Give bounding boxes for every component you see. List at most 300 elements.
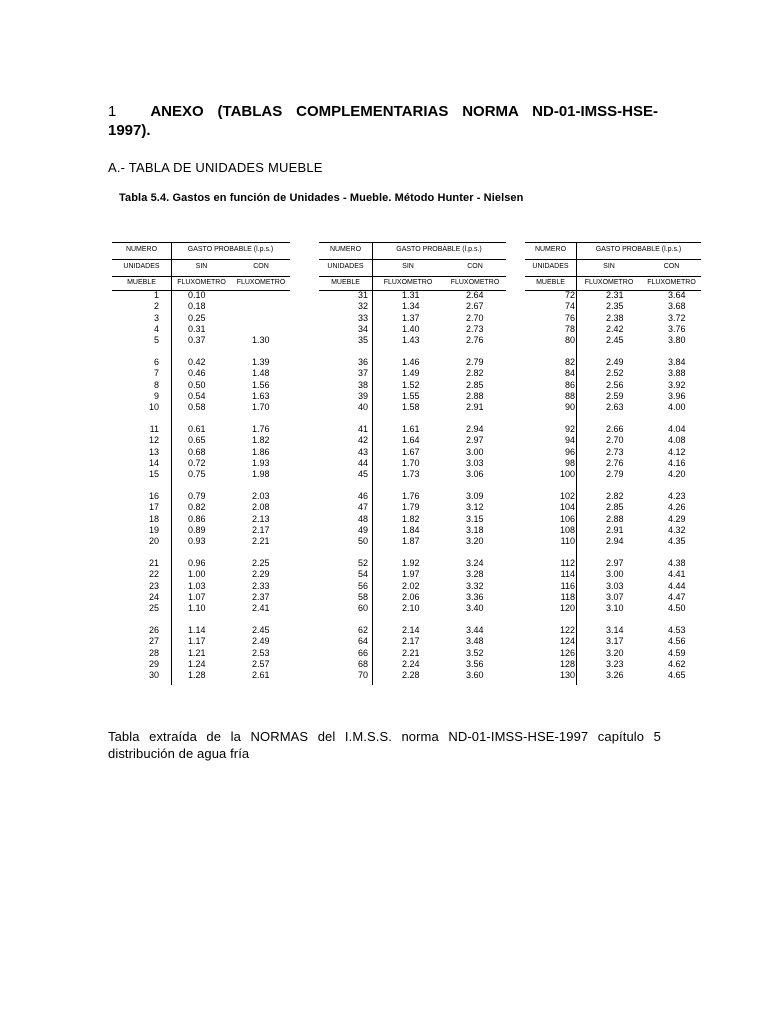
table-row — [525, 391, 701, 402]
cell-sin-fluxometro: 1.70 — [402, 457, 420, 468]
cell-unidades: 100 — [559, 469, 575, 480]
cell-sin-fluxometro: 3.07 — [606, 591, 624, 602]
cell-sin-fluxometro: 3.03 — [606, 580, 624, 591]
cell-sin-fluxometro: 0.61 — [188, 423, 206, 434]
header-label-flux: FLUXOMETRO — [584, 279, 634, 286]
cell-con-fluxometro: 1.63 — [252, 390, 270, 401]
cell-con-fluxometro: 4.50 — [668, 603, 686, 614]
table-row — [525, 290, 701, 301]
cell-sin-fluxometro: 2.02 — [402, 580, 420, 591]
table-row — [112, 636, 290, 647]
cell-sin-fluxometro: 1.82 — [402, 513, 420, 524]
cell-con-fluxometro: 2.45 — [252, 624, 270, 635]
cell-sin-fluxometro: 1.34 — [402, 301, 420, 312]
cell-sin-fluxometro: 1.55 — [402, 390, 420, 401]
cell-unidades: 9 — [153, 390, 159, 401]
header-label-sin: SIN — [603, 263, 615, 270]
cell-con-fluxometro: 1.48 — [252, 368, 270, 379]
cell-unidades: 56 — [357, 580, 368, 591]
table-row — [525, 458, 701, 469]
cell-sin-fluxometro: 2.94 — [606, 536, 624, 547]
cell-unidades: 43 — [357, 446, 368, 457]
cell-con-fluxometro: 2.25 — [252, 557, 270, 568]
cell-con-fluxometro: 1.82 — [252, 435, 270, 446]
cell-con-fluxometro: 4.62 — [668, 658, 686, 669]
table-row — [112, 447, 290, 458]
cell-sin-fluxometro: 1.14 — [188, 624, 206, 635]
cell-unidades: 39 — [357, 390, 368, 401]
cell-unidades: 18 — [148, 513, 159, 524]
cell-unidades: 72 — [564, 290, 575, 300]
cell-unidades: 92 — [564, 423, 575, 434]
cell-sin-fluxometro: 2.85 — [606, 502, 624, 513]
cell-sin-fluxometro: 1.37 — [402, 312, 420, 323]
annex-heading — [108, 102, 658, 140]
cell-unidades: 1 — [153, 290, 159, 300]
cell-sin-fluxometro: 1.73 — [402, 469, 420, 480]
cell-unidades: 84 — [564, 368, 575, 379]
cell-con-fluxometro: 1.98 — [252, 469, 270, 480]
table-row — [112, 502, 290, 513]
table-row — [112, 391, 290, 402]
cell-unidades: 80 — [564, 335, 575, 346]
cell-sin-fluxometro: 1.31 — [402, 290, 420, 300]
cell-con-fluxometro: 3.60 — [466, 670, 484, 681]
cell-sin-fluxometro: 3.23 — [606, 658, 624, 669]
cell-sin-fluxometro: 1.87 — [402, 536, 420, 547]
cell-con-fluxometro: 1.86 — [252, 446, 270, 457]
cell-unidades: 21 — [148, 557, 159, 568]
cell-unidades: 25 — [148, 603, 159, 614]
cell-unidades: 124 — [559, 636, 575, 647]
cell-unidades: 28 — [148, 647, 159, 658]
header-label-flux: FLUXOMETRO — [236, 279, 286, 286]
cell-sin-fluxometro: 3.17 — [606, 636, 624, 647]
cell-con-fluxometro: 4.44 — [668, 580, 686, 591]
cell-sin-fluxometro: 2.28 — [402, 670, 420, 681]
table-row — [319, 313, 506, 324]
cell-unidades: 108 — [559, 524, 575, 535]
cell-con-fluxometro: 2.37 — [252, 591, 270, 602]
cell-sin-fluxometro: 1.58 — [402, 402, 420, 413]
cell-unidades: 10 — [148, 402, 159, 413]
table-row — [112, 357, 290, 368]
cell-con-fluxometro: 3.68 — [668, 301, 686, 312]
cell-unidades: 88 — [564, 390, 575, 401]
cell-sin-fluxometro: 2.35 — [606, 301, 624, 312]
cell-con-fluxometro: 4.16 — [668, 457, 686, 468]
table-row — [319, 491, 506, 502]
table-row — [525, 335, 701, 346]
cell-sin-fluxometro: 2.82 — [606, 490, 624, 501]
cell-con-fluxometro: 4.56 — [668, 636, 686, 647]
cell-sin-fluxometro: 0.50 — [188, 379, 206, 390]
table-row — [525, 368, 701, 379]
header-label-numero: NUMERO — [534, 246, 567, 253]
cell-sin-fluxometro: 1.76 — [402, 490, 420, 501]
column-divider — [171, 290, 172, 685]
cell-unidades: 19 — [148, 524, 159, 535]
cell-unidades: 24 — [148, 591, 159, 602]
cell-sin-fluxometro: 1.40 — [402, 323, 420, 334]
cell-unidades: 12 — [148, 435, 159, 446]
cell-unidades: 3 — [153, 312, 159, 323]
cell-con-fluxometro: 4.41 — [668, 569, 686, 580]
cell-sin-fluxometro: 3.26 — [606, 670, 624, 681]
cell-con-fluxometro: 1.76 — [252, 423, 270, 434]
cell-unidades: 128 — [559, 658, 575, 669]
cell-unidades: 23 — [148, 580, 159, 591]
table-row — [319, 458, 506, 469]
cell-con-fluxometro: 4.26 — [668, 502, 686, 513]
cell-sin-fluxometro: 2.10 — [402, 603, 420, 614]
cell-con-fluxometro: 2.76 — [466, 335, 484, 346]
table-row — [112, 491, 290, 502]
cell-sin-fluxometro: 2.52 — [606, 368, 624, 379]
cell-unidades: 6 — [153, 356, 159, 367]
cell-sin-fluxometro: 2.59 — [606, 390, 624, 401]
column-divider — [372, 290, 373, 685]
cell-con-fluxometro: 3.12 — [466, 502, 484, 513]
table-row — [112, 290, 290, 301]
header-rule — [319, 242, 506, 243]
cell-sin-fluxometro: 1.43 — [402, 335, 420, 346]
cell-con-fluxometro: 1.70 — [252, 402, 270, 413]
table-row — [525, 536, 701, 547]
header-rule — [112, 259, 290, 260]
cell-unidades: 86 — [564, 379, 575, 390]
cell-sin-fluxometro: 2.42 — [606, 323, 624, 334]
cell-unidades: 112 — [560, 557, 575, 568]
table-row — [112, 313, 290, 324]
cell-sin-fluxometro: 0.72 — [188, 457, 206, 468]
table-row — [319, 469, 506, 480]
cell-con-fluxometro: 2.41 — [252, 603, 270, 614]
cell-unidades: 102 — [559, 490, 575, 501]
cell-unidades: 15 — [148, 469, 159, 480]
table-row — [112, 525, 290, 536]
table-row — [525, 569, 701, 580]
cell-unidades: 116 — [560, 580, 575, 591]
cell-unidades: 41 — [357, 423, 368, 434]
cell-sin-fluxometro: 0.89 — [188, 524, 206, 535]
cell-unidades: 5 — [153, 335, 159, 346]
cell-sin-fluxometro: 2.14 — [402, 624, 420, 635]
table-block — [319, 242, 506, 681]
cell-unidades: 118 — [560, 591, 575, 602]
header-rule — [112, 242, 290, 243]
cell-sin-fluxometro: 1.46 — [402, 356, 420, 367]
cell-sin-fluxometro: 2.31 — [606, 290, 624, 300]
cell-con-fluxometro: 4.47 — [668, 591, 686, 602]
cell-unidades: 30 — [148, 670, 159, 681]
cell-unidades: 76 — [564, 312, 575, 323]
cell-con-fluxometro: 2.33 — [252, 580, 270, 591]
cell-sin-fluxometro: 0.42 — [188, 356, 206, 367]
table-row — [525, 581, 701, 592]
header-label-numero: NUMERO — [125, 246, 158, 253]
table-row — [319, 625, 506, 636]
cell-con-fluxometro: 3.56 — [466, 658, 484, 669]
cell-unidades: 54 — [357, 569, 368, 580]
cell-con-fluxometro: 3.15 — [466, 513, 484, 524]
header-label-flux: FLUXOMETRO — [383, 279, 433, 286]
table-row — [525, 514, 701, 525]
cell-con-fluxometro: 1.39 — [252, 356, 270, 367]
table-row — [525, 380, 701, 391]
table-caption: Tabla 5.4. Gastos en función de Unidades - Mueble. Método Hunter - Nielsen — [119, 192, 524, 204]
table-body — [112, 290, 290, 681]
cell-sin-fluxometro: 1.84 — [402, 524, 420, 535]
cell-con-fluxometro: 3.72 — [668, 312, 686, 323]
cell-sin-fluxometro: 0.10 — [188, 290, 206, 300]
cell-unidades: 26 — [148, 624, 159, 635]
cell-unidades: 13 — [148, 446, 159, 457]
cell-sin-fluxometro: 2.70 — [606, 435, 624, 446]
table-row — [525, 648, 701, 659]
cell-con-fluxometro: 2.49 — [252, 636, 270, 647]
cell-sin-fluxometro: 0.58 — [188, 402, 206, 413]
header-label-unidades: UNIDADES — [123, 263, 160, 270]
table-row — [525, 424, 701, 435]
cell-con-fluxometro: 2.61 — [252, 670, 270, 681]
cell-con-fluxometro: 2.70 — [466, 312, 484, 323]
table-row — [319, 324, 506, 335]
cell-sin-fluxometro: 2.76 — [606, 457, 624, 468]
cell-unidades: 36 — [357, 356, 368, 367]
header-rule — [525, 276, 701, 277]
cell-unidades: 82 — [564, 356, 575, 367]
table-row — [112, 592, 290, 603]
cell-con-fluxometro: 3.48 — [466, 636, 484, 647]
cell-sin-fluxometro: 0.37 — [188, 335, 206, 346]
cell-con-fluxometro: 3.88 — [668, 368, 686, 379]
cell-con-fluxometro: 2.53 — [252, 647, 270, 658]
header-label-gasto: GASTO PROBABLE (l.p.s.) — [595, 246, 682, 253]
table-row — [112, 301, 290, 312]
cell-sin-fluxometro: 3.14 — [606, 624, 624, 635]
table-body — [319, 290, 506, 681]
cell-con-fluxometro: 4.32 — [668, 524, 686, 535]
cell-con-fluxometro: 2.08 — [252, 502, 270, 513]
cell-sin-fluxometro: 0.68 — [188, 446, 206, 457]
cell-con-fluxometro: 3.92 — [668, 379, 686, 390]
table-row — [112, 648, 290, 659]
cell-con-fluxometro: 4.04 — [668, 423, 686, 434]
cell-sin-fluxometro: 2.45 — [606, 335, 624, 346]
cell-sin-fluxometro: 0.18 — [188, 301, 206, 312]
table-row — [319, 402, 506, 413]
table-row — [112, 625, 290, 636]
cell-sin-fluxometro: 1.79 — [402, 502, 420, 513]
cell-unidades: 27 — [148, 636, 159, 647]
cell-sin-fluxometro: 1.00 — [188, 569, 206, 580]
cell-con-fluxometro: 3.06 — [466, 469, 484, 480]
cell-sin-fluxometro: 1.92 — [402, 557, 420, 568]
table-header — [112, 242, 290, 290]
cell-unidades: 8 — [153, 379, 159, 390]
cell-sin-fluxometro: 2.63 — [606, 402, 624, 413]
cell-unidades: 11 — [149, 423, 159, 434]
cell-con-fluxometro: 4.65 — [668, 670, 686, 681]
cell-con-fluxometro: 3.76 — [668, 323, 686, 334]
table-row — [525, 603, 701, 614]
header-label-unidades: UNIDADES — [327, 263, 364, 270]
cell-con-fluxometro: 2.88 — [466, 390, 484, 401]
cell-con-fluxometro: 2.21 — [252, 536, 270, 547]
header-label-gasto: GASTO PROBABLE (l.p.s.) — [187, 246, 274, 253]
table-row — [319, 592, 506, 603]
table-row — [319, 659, 506, 670]
header-rule — [525, 242, 701, 243]
table-row — [525, 313, 701, 324]
table-row — [112, 581, 290, 592]
table-row — [525, 625, 701, 636]
cell-con-fluxometro: 4.53 — [668, 624, 686, 635]
cell-con-fluxometro: 2.03 — [252, 490, 270, 501]
cell-con-fluxometro: 4.08 — [668, 435, 686, 446]
table-row — [112, 458, 290, 469]
cell-con-fluxometro: 3.24 — [466, 557, 484, 568]
cell-con-fluxometro: 3.36 — [466, 591, 484, 602]
cell-sin-fluxometro: 0.25 — [188, 312, 206, 323]
table-row — [525, 447, 701, 458]
table-body — [525, 290, 701, 681]
header-label-gasto: GASTO PROBABLE (l.p.s.) — [396, 246, 482, 253]
cell-unidades: 7 — [153, 368, 159, 379]
cell-sin-fluxometro: 2.79 — [606, 469, 624, 480]
cell-sin-fluxometro: 1.28 — [188, 670, 206, 681]
cell-sin-fluxometro: 0.86 — [188, 513, 206, 524]
cell-con-fluxometro: 3.03 — [466, 457, 484, 468]
header-rule — [525, 259, 701, 260]
cell-con-fluxometro: 2.79 — [466, 356, 484, 367]
cell-sin-fluxometro: 2.17 — [402, 636, 420, 647]
cell-unidades: 44 — [357, 457, 368, 468]
cell-con-fluxometro: 2.64 — [466, 290, 484, 300]
cell-con-fluxometro: 4.00 — [668, 402, 686, 413]
cell-sin-fluxometro: 2.49 — [606, 356, 624, 367]
cell-con-fluxometro: 3.64 — [668, 290, 686, 300]
table-row — [112, 603, 290, 614]
cell-con-fluxometro: 3.96 — [668, 390, 686, 401]
table-row — [319, 435, 506, 446]
cell-unidades: 94 — [564, 435, 575, 446]
cell-sin-fluxometro: 1.03 — [188, 580, 206, 591]
table-row — [319, 648, 506, 659]
table-row — [319, 290, 506, 301]
table-row — [525, 301, 701, 312]
table-row — [112, 380, 290, 391]
header-label-flux: FLUXOMETRO — [647, 279, 696, 286]
table-row — [319, 569, 506, 580]
cell-unidades: 29 — [148, 658, 159, 669]
table-row — [525, 636, 701, 647]
cell-sin-fluxometro: 0.65 — [188, 435, 206, 446]
header-label-flux: FLUXOMETRO — [450, 279, 500, 286]
table-row — [319, 424, 506, 435]
cell-con-fluxometro: 1.56 — [252, 379, 270, 390]
table-row — [525, 469, 701, 480]
table-row — [319, 335, 506, 346]
table-row — [112, 368, 290, 379]
cell-unidades: 62 — [357, 624, 368, 635]
table-row — [319, 525, 506, 536]
header-label-mueble: MUEBLE — [127, 279, 156, 286]
cell-con-fluxometro: 1.93 — [252, 457, 270, 468]
cell-con-fluxometro: 3.00 — [466, 446, 484, 457]
cell-sin-fluxometro: 3.00 — [606, 569, 624, 580]
table-row — [112, 435, 290, 446]
cell-sin-fluxometro: 2.21 — [402, 647, 420, 658]
cell-sin-fluxometro: 1.52 — [402, 379, 420, 390]
cell-sin-fluxometro: 2.97 — [606, 557, 624, 568]
cell-sin-fluxometro: 2.66 — [606, 423, 624, 434]
cell-con-fluxometro: 4.35 — [668, 536, 686, 547]
cell-con-fluxometro: 2.29 — [252, 569, 270, 580]
table-row — [525, 491, 701, 502]
cell-unidades: 34 — [357, 323, 368, 334]
cell-sin-fluxometro: 1.64 — [402, 435, 420, 446]
table-row — [525, 670, 701, 681]
cell-sin-fluxometro: 2.56 — [606, 379, 624, 390]
cell-unidades: 114 — [560, 569, 575, 580]
table-row — [112, 514, 290, 525]
cell-unidades: 42 — [357, 435, 368, 446]
table-row — [112, 670, 290, 681]
heading-text: ANEXO (TABLAS COMPLEMENTARIAS NORMA ND-01-IMSS-HSE-1997). — [108, 103, 658, 139]
table-row — [319, 301, 506, 312]
cell-unidades: 110 — [560, 536, 575, 547]
table-row — [112, 558, 290, 569]
cell-con-fluxometro: 3.52 — [466, 647, 484, 658]
cell-unidades: 33 — [357, 312, 368, 323]
header-label-con: CON — [253, 263, 269, 270]
table-row — [525, 324, 701, 335]
header-label-numero: NUMERO — [329, 246, 362, 253]
cell-sin-fluxometro: 2.88 — [606, 513, 624, 524]
cell-unidades: 98 — [564, 457, 575, 468]
cell-con-fluxometro: 3.40 — [466, 603, 484, 614]
cell-unidades: 130 — [559, 670, 575, 681]
cell-sin-fluxometro: 0.96 — [188, 557, 206, 568]
cell-unidades: 31 — [357, 290, 368, 300]
table-row — [112, 536, 290, 547]
cell-sin-fluxometro: 0.46 — [188, 368, 206, 379]
header-label-con: CON — [467, 263, 483, 270]
cell-unidades: 35 — [357, 335, 368, 346]
table-row — [525, 435, 701, 446]
cell-con-fluxometro: 4.20 — [668, 469, 686, 480]
header-label-sin: SIN — [402, 263, 414, 270]
cell-sin-fluxometro: 3.10 — [606, 603, 624, 614]
cell-unidades: 40 — [357, 402, 368, 413]
cell-sin-fluxometro: 1.49 — [402, 368, 420, 379]
table-row — [112, 424, 290, 435]
header-label-flux: FLUXOMETRO — [177, 279, 226, 286]
cell-unidades: 90 — [564, 402, 575, 413]
cell-sin-fluxometro: 1.07 — [188, 591, 206, 602]
cell-con-fluxometro: 3.09 — [466, 490, 484, 501]
table-row — [525, 357, 701, 368]
table-row — [319, 502, 506, 513]
heading-number: 1 — [108, 103, 117, 120]
cell-con-fluxometro: 3.20 — [466, 536, 484, 547]
table-row — [112, 324, 290, 335]
table-row — [525, 402, 701, 413]
table-row — [112, 335, 290, 346]
cell-unidades: 49 — [357, 524, 368, 535]
